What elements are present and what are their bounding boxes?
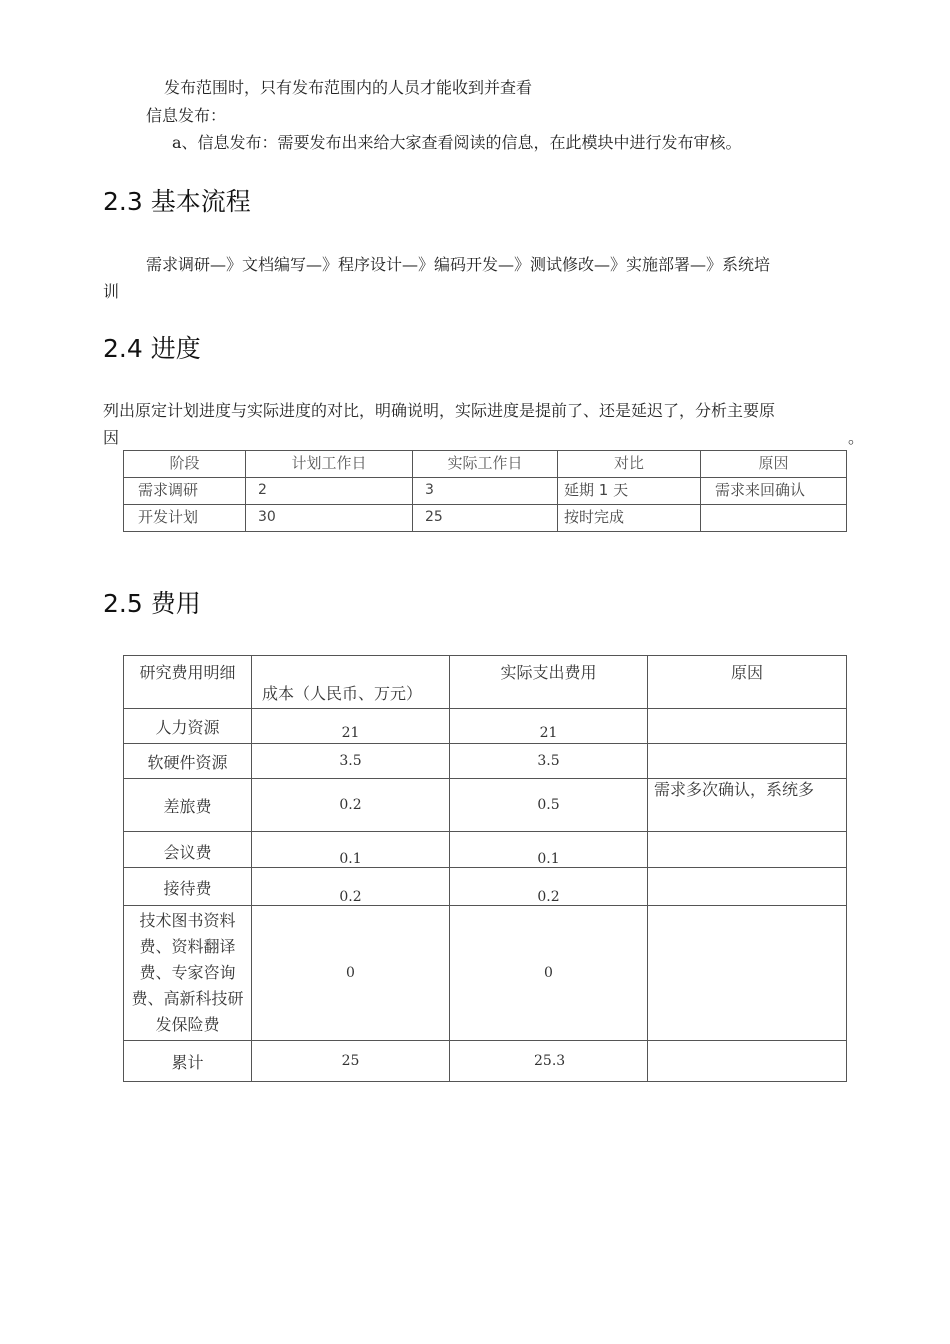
table-row	[124, 505, 847, 532]
table-row	[124, 744, 847, 779]
progress-text-line-2: 因	[103, 428, 120, 447]
table-cell: 需求来回确认	[701, 478, 847, 505]
table-cell: 按时完成	[558, 505, 701, 532]
actual-value: 0.5	[450, 779, 648, 832]
intro-line-3: a、信息发布：需要发布出来给大家查看阅读的信息，在此模块中进行发布审核。	[172, 133, 742, 152]
table-cell: 30	[246, 505, 413, 532]
section-2-4-title: 2.4 进度	[103, 334, 201, 363]
section-2-3-title: 2.3 基本流程	[103, 187, 251, 216]
cost-value: 21	[252, 709, 450, 744]
table-row	[124, 832, 847, 868]
actual-total-value: 25.3	[450, 1041, 648, 1082]
table-row	[124, 868, 847, 906]
actual-value: 0	[450, 906, 648, 1041]
table-row	[124, 478, 847, 505]
intro-line-1: 发布范围时，只有发布范围内的人员才能收到并查看	[164, 78, 533, 97]
section-2-5-title: 2.5 费用	[103, 589, 201, 618]
table-row	[124, 906, 847, 1041]
cost-value: 3.5	[252, 744, 450, 779]
cost-item-name: 人力资源	[124, 709, 252, 744]
cost-item-name: 接待费	[124, 868, 252, 906]
table-cell: 2	[246, 478, 413, 505]
progress-text-end-mark: 。	[848, 428, 865, 447]
table-row	[124, 709, 847, 744]
cost-item-name: 软硬件资源	[124, 744, 252, 779]
reason-cell: 需求多次确认，系统多	[648, 779, 847, 832]
header-cell-stage: 阶段	[124, 451, 246, 478]
reason-cell	[648, 868, 847, 906]
cost-item-name: 技术图书资料费、资料翻译费、专家咨询费、高新科技研发保险费	[124, 906, 252, 1041]
cost-value: 0	[252, 906, 450, 1041]
header-cell-actual: 实际支出费用	[450, 656, 648, 709]
header-cell-reason: 原因	[648, 656, 847, 709]
progress-text-line-1: 列出原定计划进度与实际进度的对比，明确说明，实际进度是提前了、还是延迟了，分析主要原	[103, 401, 776, 420]
actual-value: 3.5	[450, 744, 648, 779]
header-cell-cost: 成本（人民币、万元）	[252, 656, 450, 709]
reason-cell	[648, 744, 847, 779]
table-cell: 需求调研	[124, 478, 246, 505]
reason-cell	[648, 709, 847, 744]
progress-table-header	[124, 451, 847, 478]
progress-table	[123, 450, 847, 532]
header-cell-actual-days: 实际工作日	[413, 451, 558, 478]
actual-value: 21	[450, 709, 648, 744]
cost-item-name: 差旅费	[124, 779, 252, 832]
table-cell: 延期 1 天	[558, 478, 701, 505]
header-cell-planned-days: 计划工作日	[246, 451, 413, 478]
cost-value: 0.1	[252, 832, 450, 868]
reason-cell	[648, 906, 847, 1041]
table-row	[124, 779, 847, 832]
table-cell	[701, 505, 847, 532]
reason-cell	[648, 832, 847, 868]
table-cell: 开发计划	[124, 505, 246, 532]
header-cell-cost-item: 研究费用明细	[124, 656, 252, 709]
actual-value: 0.1	[450, 832, 648, 868]
table-cell: 25	[413, 505, 558, 532]
header-cell-comparison: 对比	[558, 451, 701, 478]
cost-total-value: 25	[252, 1041, 450, 1082]
flow-text-line-1: 需求调研—》文档编写—》程序设计—》编码开发—》测试修改—》实施部署—》系统培	[146, 255, 771, 274]
table-cell: 3	[413, 478, 558, 505]
flow-text-line-2: 训	[103, 282, 120, 301]
cost-item-name: 会议费	[124, 832, 252, 868]
cost-value: 0.2	[252, 868, 450, 906]
actual-value: 0.2	[450, 868, 648, 906]
reason-cell	[648, 1041, 847, 1082]
cost-table-header	[124, 656, 847, 709]
intro-line-2: 信息发布：	[146, 106, 227, 125]
table-row	[124, 1041, 847, 1082]
cost-value: 0.2	[252, 779, 450, 832]
cost-table	[123, 655, 847, 1082]
header-cell-reason: 原因	[701, 451, 847, 478]
cost-total-label: 累计	[124, 1041, 252, 1082]
